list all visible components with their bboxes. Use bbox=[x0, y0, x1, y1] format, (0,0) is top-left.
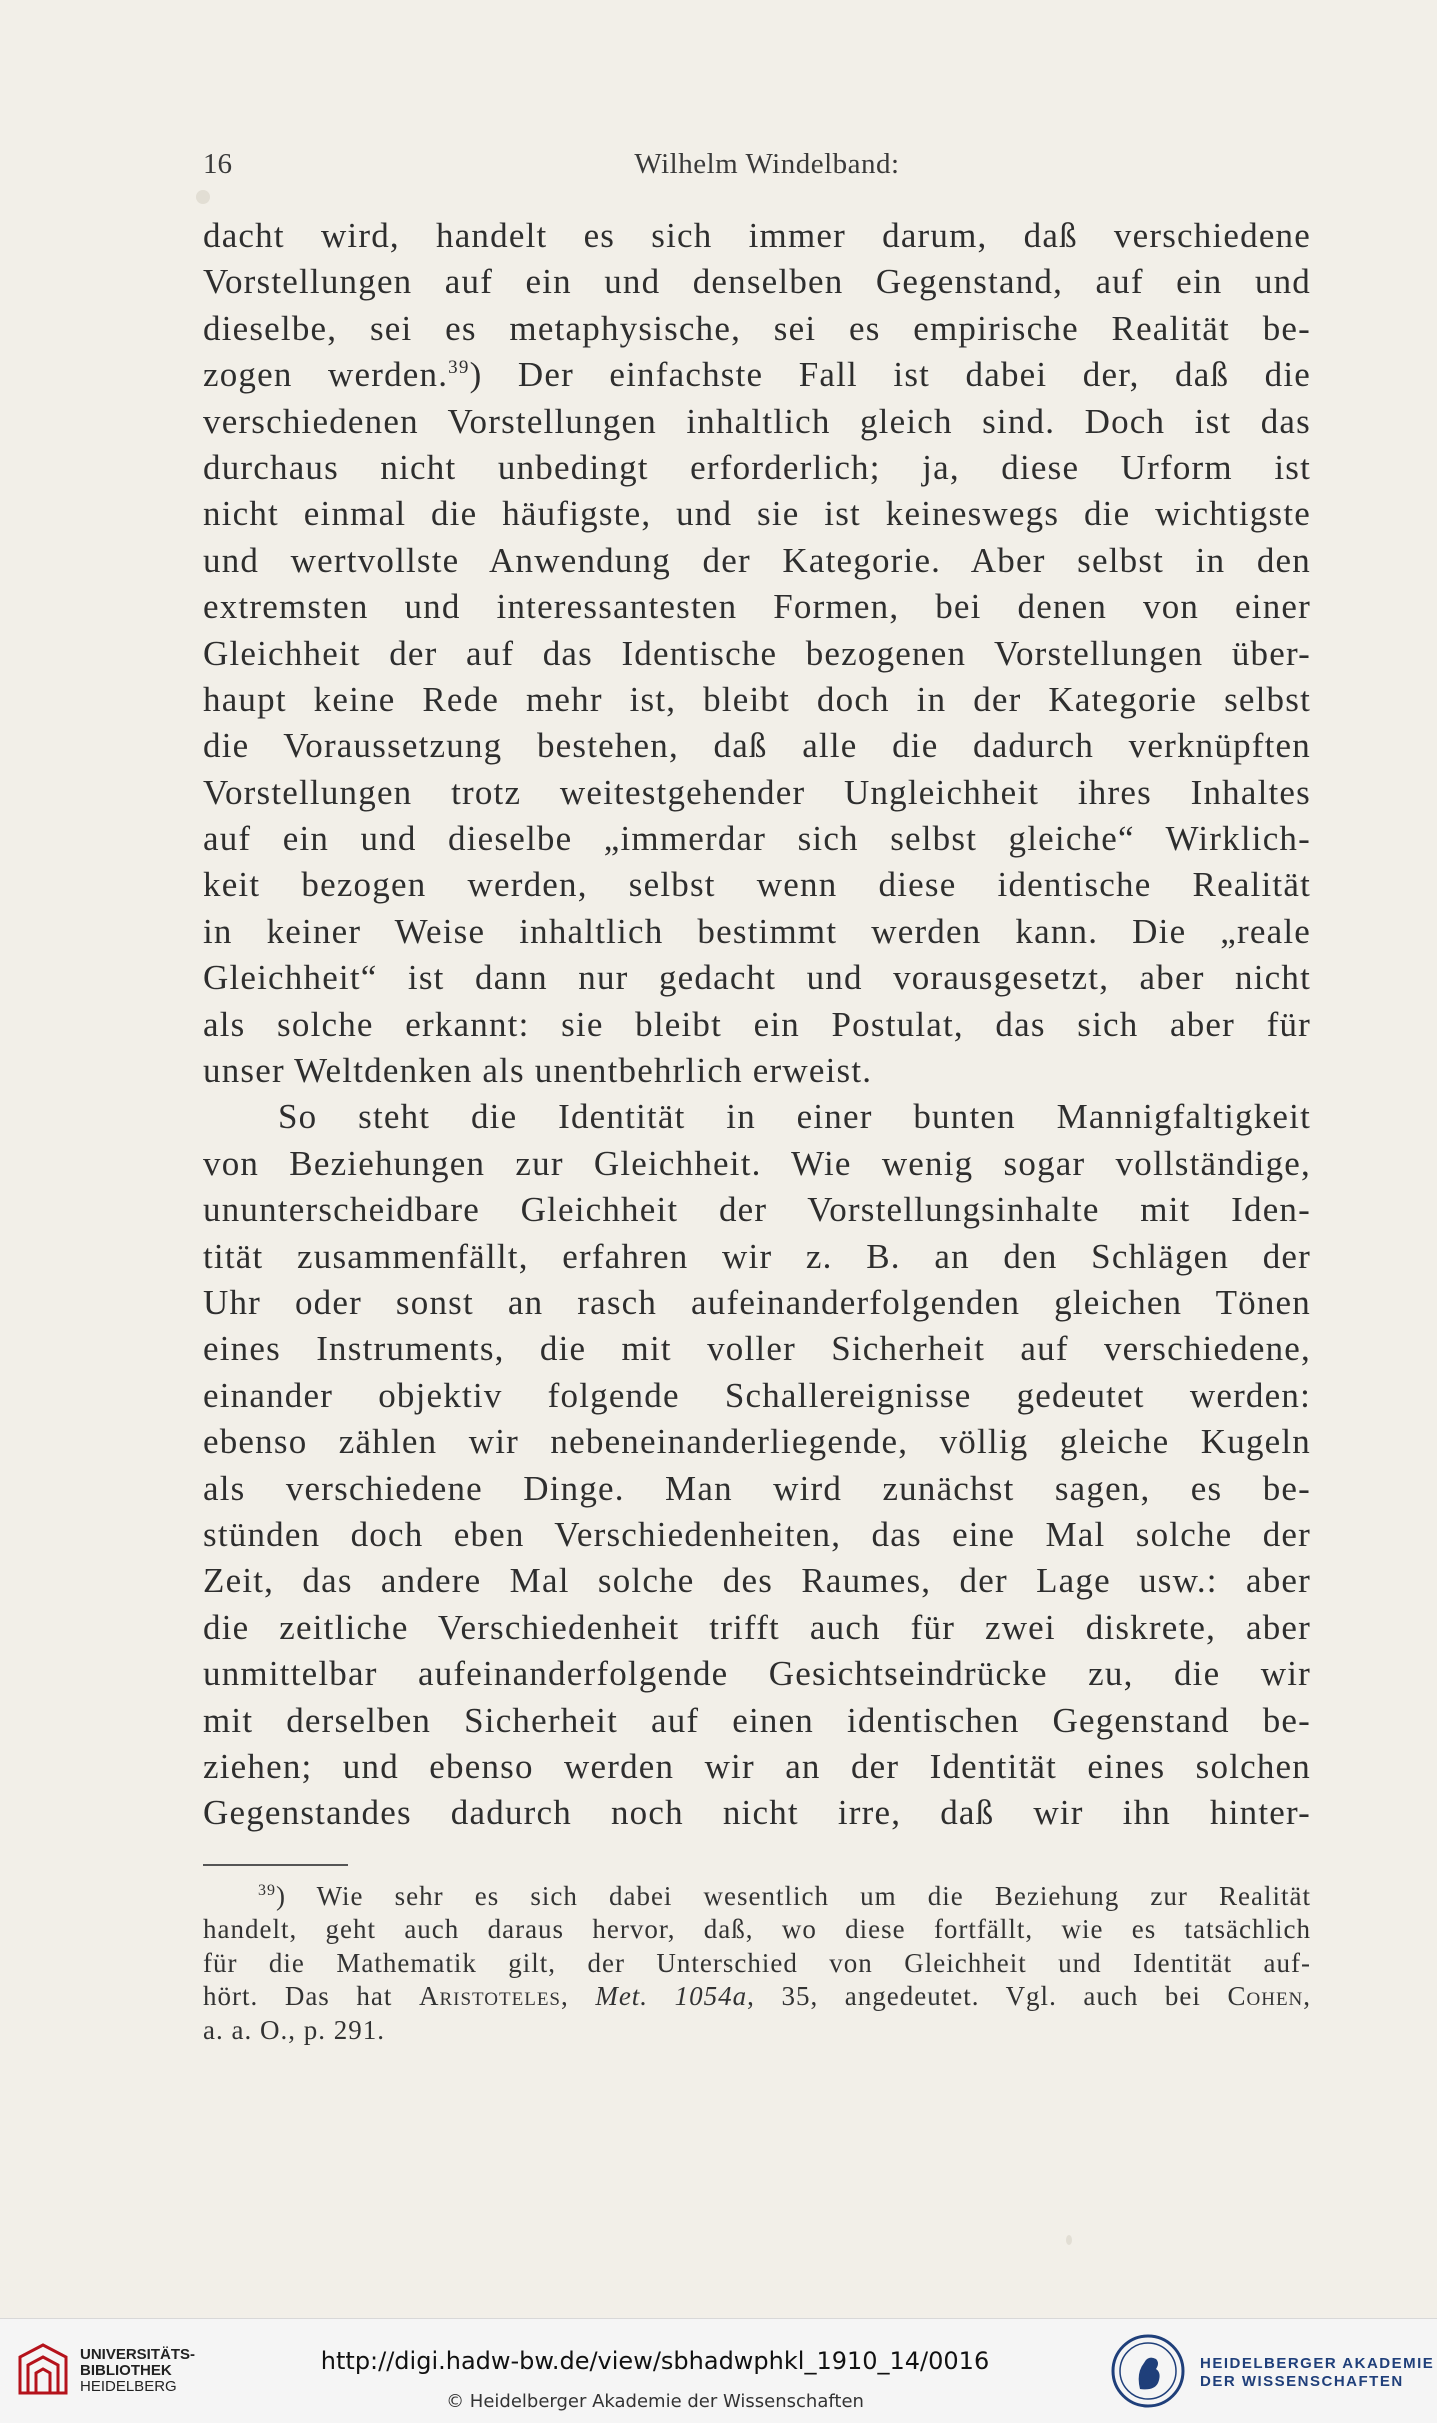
text-line: dacht wird, handelt es sich immer darum, daß verschiedene bbox=[203, 216, 1311, 255]
text-line: einander objektiv folgende Schallereignisse gedeutet werden: bbox=[203, 1375, 1311, 1415]
text-line: eines Instruments, die mit voller Sicherheit auf verschiedene, bbox=[203, 1329, 1311, 1369]
text-line: extremsten und interessantesten Formen, bei denen von einer bbox=[203, 587, 1311, 627]
copyright-notice: © Heidelberger Akademie der Wissenschaften bbox=[446, 2391, 864, 2412]
text-line: dieselbe, sei es metaphysische, sei es empirische Realität be- bbox=[203, 308, 1311, 348]
text-fragment: , bbox=[561, 1981, 596, 2012]
text-line: Vorstellungen auf ein und denselben Gegenstand, auf ein und bbox=[203, 262, 1311, 302]
text-line: ziehen; und ebenso werden wir an der Identität eines solchen bbox=[203, 1746, 1311, 1786]
footnote-reference: 39 bbox=[448, 357, 470, 379]
viewer-footer bbox=[0, 2318, 1437, 2423]
text-line: durchaus nicht unbedingt erforderlich; ja, diese Urform ist bbox=[203, 447, 1311, 487]
footnote-line: für die Mathematik gilt, der Unterschied von Gleichheit und Identität auf- bbox=[203, 1947, 1311, 1978]
footnote-marker: 39 bbox=[258, 1882, 276, 1899]
text-line: ununterscheidbare Gleichheit der Vorstellungsinhalte mit Iden- bbox=[203, 1190, 1311, 1230]
work-citation: Met. 1054a bbox=[595, 1981, 748, 2012]
text-fragment: , 35, angedeutet. Vgl. auch bei bbox=[747, 1981, 1228, 2012]
text-line: haupt keine Rede mehr ist, bleibt doch in der Kategorie selbst bbox=[203, 679, 1311, 719]
text-line bbox=[203, 352, 1311, 398]
text-line: und wertvollste Anwendung der Kategorie. Aber selbst in den bbox=[203, 540, 1311, 580]
academy-name-line: DER WISSENSCHAFTEN bbox=[1200, 2373, 1404, 2390]
text-line: unser Weltdenken als unentbehrlich erweist. bbox=[203, 1051, 873, 1091]
text-fragment: zogen werden. bbox=[203, 355, 449, 395]
footnote-line: a. a. O., p. 291. bbox=[203, 2014, 385, 2045]
text-line: ebenso zählen wir nebeneinanderliegende, völlig gleiche Kugeln bbox=[203, 1422, 1311, 1462]
text-fragment: hört. Das hat bbox=[203, 1981, 419, 2012]
library-name[interactable] bbox=[80, 2347, 195, 2395]
text-line: mit derselben Sicherheit auf einen identischen Gegenstand be- bbox=[203, 1700, 1311, 1740]
library-name-line: HEIDELBERG bbox=[80, 2378, 177, 2395]
text-line: Gleichheit“ ist dann nur gedacht und vorausgesetzt, aber nicht bbox=[203, 958, 1311, 998]
text-line: Gleichheit der auf das Identische bezogenen Vorstellungen über- bbox=[203, 633, 1311, 673]
footnote-line bbox=[203, 1980, 1311, 2013]
university-library-logo-icon[interactable] bbox=[16, 2343, 70, 2397]
text-line: als solche erkannt: sie bleibt ein Postulat, das sich aber für bbox=[203, 1004, 1311, 1044]
text-line: nicht einmal die häufigste, und sie ist keineswegs die wichtigste bbox=[203, 494, 1311, 534]
text-line: Zeit, das andere Mal solche des Raumes, der Lage usw.: aber bbox=[203, 1561, 1311, 1601]
text-line: auf ein und dieselbe „immerdar sich selbst gleiche“ Wirklich- bbox=[203, 819, 1311, 859]
text-fragment: , bbox=[1303, 1981, 1312, 2012]
text-line: die zeitliche Verschiedenheit trifft auch für zwei diskrete, aber bbox=[203, 1607, 1311, 1647]
paper-stain bbox=[1066, 2235, 1072, 2245]
text-line: die Voraussetzung bestehen, daß alle die dadurch verknüpften bbox=[203, 726, 1311, 766]
text-line: Gegenstandes dadurch noch nicht irre, daß wir ihn hinter- bbox=[203, 1793, 1311, 1833]
permalink-url[interactable]: http://digi.hadw-bw.de/view/sbhadwphkl_1910_14/0016 bbox=[320, 2347, 990, 2375]
text-line: Uhr oder sonst an rasch aufeinanderfolgenden gleichen Tönen bbox=[203, 1282, 1311, 1322]
text-line: tität zusammenfällt, erfahren wir z. B. an den Schlägen der bbox=[203, 1236, 1311, 1276]
author-name: Aristoteles bbox=[418, 1981, 561, 2012]
text-line: in keiner Weise inhaltlich bestimmt werden kann. Die „reale bbox=[203, 911, 1311, 951]
text-line: als verschiedene Dinge. Man wird zunächst sagen, es be- bbox=[203, 1468, 1311, 1508]
page-number: 16 bbox=[203, 148, 232, 180]
library-name-line: BIBLIOTHEK bbox=[80, 2362, 172, 2379]
academy-name[interactable] bbox=[1200, 2355, 1434, 2391]
text-line: verschiedenen Vorstellungen inhaltlich gleich sind. Doch ist das bbox=[203, 401, 1311, 441]
text-line: Vorstellungen trotz weitestgehender Ungleichheit ihres Inhaltes bbox=[203, 772, 1311, 812]
paper-stain bbox=[196, 190, 210, 204]
text-line: stünden doch eben Verschiedenheiten, das eine Mal solche der bbox=[203, 1514, 1311, 1554]
footnote-line: handelt, geht auch daraus hervor, daß, wo diese fortfällt, wie es tatsächlich bbox=[203, 1914, 1311, 1945]
running-title: Wilhelm Windelband: bbox=[634, 148, 900, 180]
academy-name-line: HEIDELBERGER AKADEMIE bbox=[1200, 2355, 1435, 2372]
text-line: unmittelbar aufeinanderfolgende Gesichtseindrücke zu, die wir bbox=[203, 1654, 1311, 1694]
text-fragment: ) Der einfachste Fall ist dabei der, daß die bbox=[469, 355, 1311, 395]
footnote-line bbox=[203, 1880, 1311, 1913]
footnote bbox=[203, 1880, 1311, 2047]
author-name: Cohen bbox=[1227, 1981, 1304, 2012]
text-line: So steht die Identität in einer bunten Mannigfaltigkeit bbox=[278, 1097, 1311, 1137]
text-line: von Beziehungen zur Gleichheit. Wie wenig sogar vollständige, bbox=[203, 1143, 1311, 1183]
footnote-separator bbox=[203, 1864, 348, 1866]
page-header bbox=[203, 148, 1331, 188]
body-text bbox=[203, 213, 1311, 1837]
text-line: keit bezogen werden, selbst wenn diese identische Realität bbox=[203, 865, 1311, 905]
academy-seal-icon[interactable] bbox=[1110, 2333, 1186, 2409]
library-name-line: UNIVERSITÄTS- bbox=[80, 2346, 196, 2363]
text-fragment: ) Wie sehr es sich dabei wesentlich um die Beziehung zur Realität bbox=[276, 1881, 1311, 1911]
